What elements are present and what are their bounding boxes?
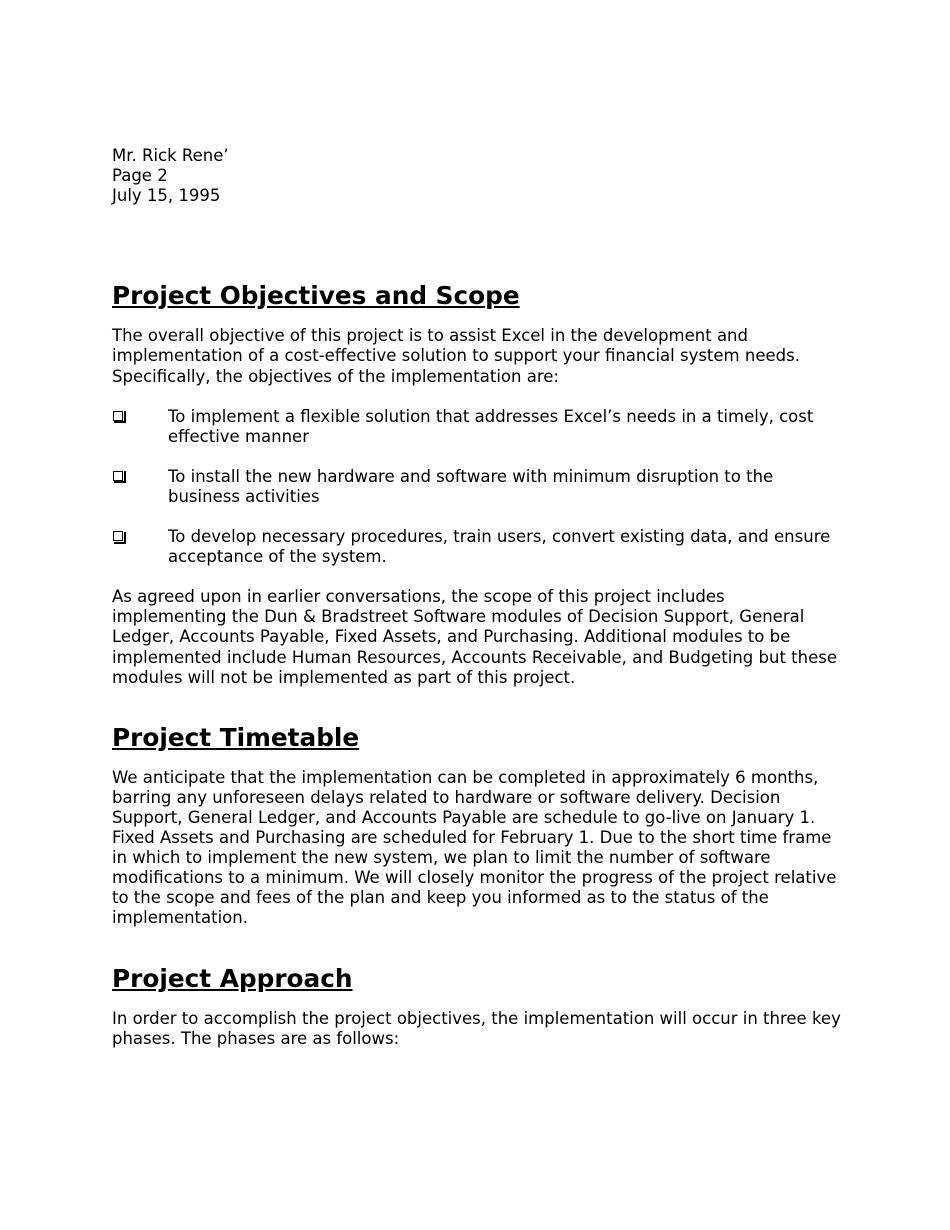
objectives-section	[112, 281, 842, 687]
list-item	[112, 467, 842, 507]
approach-section	[112, 963, 842, 1049]
timetable-heading: Project Timetable	[112, 722, 360, 752]
letter-header	[112, 146, 842, 206]
bullet-text: To install the new hardware and software with minimum disruption to the business activities	[168, 466, 774, 506]
document-page	[112, 146, 842, 1049]
timetable-paragraph: We anticipate that the implementation can be completed in approximately 6 months, barring any unforeseen delays related to hardware or software delivery. Decision Support, General Ledger, and Accounts Payable are schedule to go-live on January 1. Fixed Assets and Purchasing are scheduled for February 1. Due to the short time frame in which to implement the new system, we plan to limit the number of software modifications to a minimum. We will closely monitor the progress of the project relative to the scope and fees of the plan and keep you informed as to the status of the implementation.	[112, 767, 837, 928]
checkbox-icon	[113, 411, 123, 421]
bullet-text: To implement a flexible solution that addresses Excel’s needs in a timely, cost effective manner	[168, 406, 814, 446]
list-item	[112, 527, 842, 567]
list-item	[112, 407, 842, 447]
checkbox-icon	[113, 531, 123, 541]
objectives-list	[112, 407, 842, 568]
recipient-line: Mr. Rick Rene’	[112, 146, 229, 165]
objectives-intro: The overall objective of this project is to assist Excel in the development and implementation of a cost-effective solution to support your financial system needs. Specifically, the objectives of the implementation are:	[112, 326, 800, 386]
bullet-text: To develop necessary procedures, train users, convert existing data, and ensure acceptance of the system.	[168, 527, 831, 567]
page-number-line: Page 2	[112, 166, 168, 186]
approach-paragraph: In order to accomplish the project objectives, the implementation will occur in three key phases. The phases are as follows:	[112, 1008, 841, 1048]
approach-heading: Project Approach	[112, 963, 353, 993]
objectives-heading: Project Objectives and Scope	[112, 281, 520, 311]
timetable-section	[112, 722, 842, 929]
scope-paragraph: As agreed upon in earlier conversations, the scope of this project includes implementing the Dun & Bradstreet Software modules of Decision Support, General Ledger, Accounts Payable, Fixed Assets, and Purchasing. Additional modules to be implemented include Human Resources, Accounts Receivable, and Budgeting but these modules will not be implemented as part of this project.	[112, 587, 838, 687]
date-line: July 15, 1995	[112, 186, 221, 206]
checkbox-icon	[113, 471, 123, 481]
